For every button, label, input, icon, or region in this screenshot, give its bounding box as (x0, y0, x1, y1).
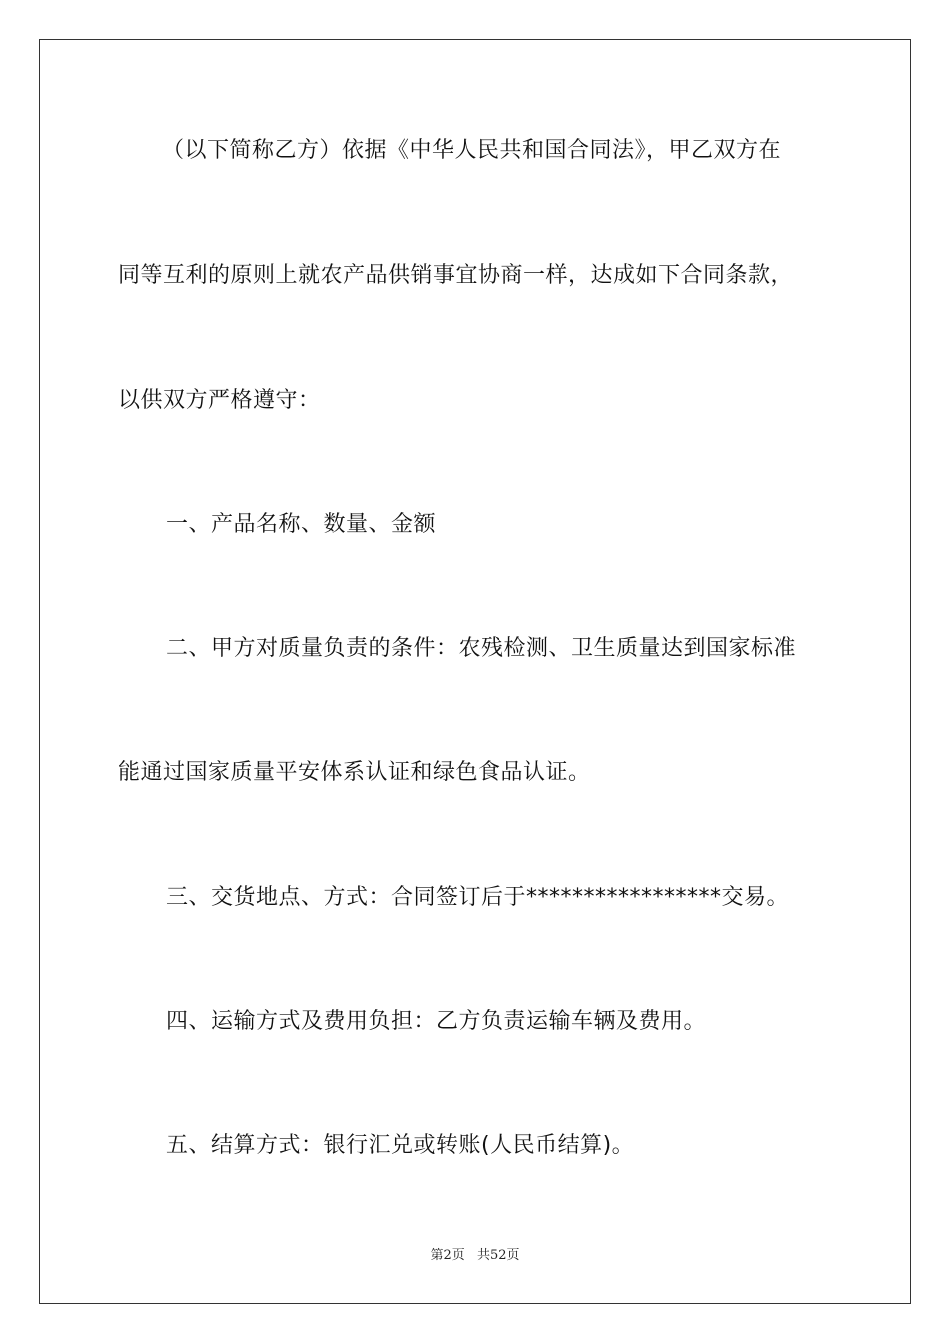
page-footer (0, 1247, 950, 1265)
section-heading-5: 五、结算方式：银行汇兑或转账(人民币结算)。 (166, 1133, 635, 1158)
paragraph-line-6: 能通过国家质量平安体系认证和绿色食品认证。 (118, 760, 591, 785)
current-page-label: 第2页 (430, 1248, 465, 1263)
page-border (39, 39, 911, 1304)
paragraph-line-2: 同等互利的原则上就农产品供销事宜协商一样，达成如下合同条款， (118, 263, 794, 288)
section-heading-2: 二、甲方对质量负责的条件：农残检测、卫生质量达到国家标准 (166, 636, 797, 661)
section-heading-1: 一、产品名称、数量、金额 (166, 512, 437, 537)
total-pages-label: 共52页 (476, 1248, 520, 1263)
section-heading-3: 三、交货地点、方式：合同签订后于*****************交易。 (166, 885, 790, 910)
section-heading-4: 四、运输方式及费用负担：乙方负责运输车辆及费用。 (166, 1009, 707, 1034)
paragraph-line-1: （以下简称乙方）依据《中华人民共和国合同法》，甲乙双方在 (162, 138, 782, 163)
paragraph-line-3: 以供双方严格遵守： (118, 388, 321, 413)
